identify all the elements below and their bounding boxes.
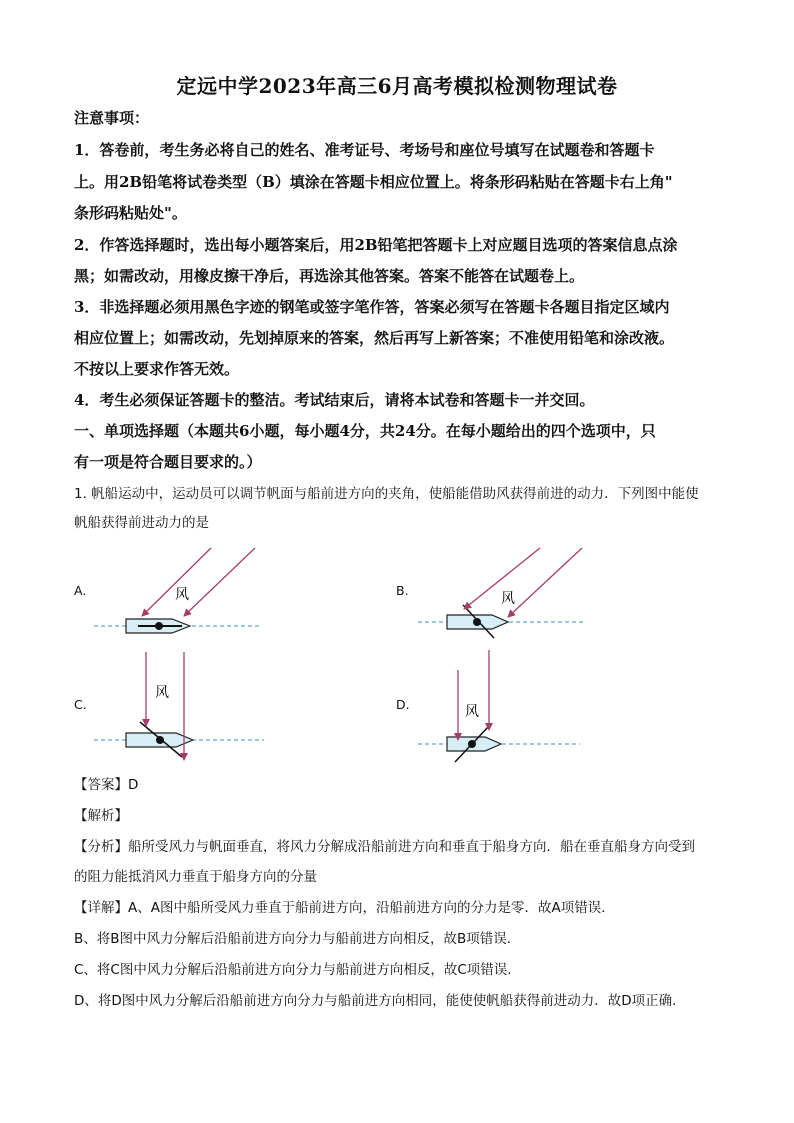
section-heading: 一、单项选择题（本题共6小题，每小题4分，共24分。在每小题给出的四个选项中，只: [74, 422, 656, 440]
notice-line: 相应位置上；如需改动，先划掉原来的答案，然后再写上新答案；不准使用铅笔和涂改液。: [74, 329, 675, 347]
notice-line: 不按以上要求作答无效。: [74, 360, 240, 378]
wind-label: 风: [175, 587, 189, 603]
figure-a: [94, 548, 260, 633]
detail-text: D、将D图中风力分解后沿船前进方向分力与船前进方向相同，能使使帆船获得前进动力．故D项正确．: [74, 993, 686, 1009]
notice-line: 条形码粘贴处"。: [74, 204, 187, 222]
notice-line: 4．考生必须保证答题卡的整洁。考试结束后，请将本试卷和答题卡一并交回。: [74, 391, 595, 409]
section-heading: 有一项是符合题目要求的。）: [74, 453, 262, 471]
detail-text: 【详解】A、A图中船所受风力垂直于船前进方向，沿船前进方向的分力是零．故A项错误．: [74, 900, 615, 916]
answer-line: 【答案】D: [74, 777, 139, 793]
mast: [468, 740, 476, 748]
detail-text: B、将B图中风力分解后沿船前进方向分力与船前进方向相反，故B项错误．: [74, 931, 521, 947]
question-text: 帆船获得前进动力的是: [74, 515, 209, 531]
wind-arrow: [508, 548, 582, 617]
notice-line: 上。用2B铅笔将试卷类型（B）填涂在答题卡相应位置上。将条形码粘贴在答题卡右上角": [74, 173, 673, 191]
figure-b: [418, 548, 584, 638]
question-text: 1. 帆船运动中，运动员可以调节帆面与船前进方向的夹角，使船能借助风获得前进的动力．下列图中能使: [74, 486, 699, 502]
detail-text: C、将C图中风力分解后沿船前进方向分力与船前进方向相反，故C项错误．: [74, 962, 521, 978]
page-title: 定远中学2023年高三6月高考模拟检测物理试卷: [176, 74, 618, 98]
notice-line: 3．非选择题必须用黑色字迹的钢笔或签字笔作答，答案必须写在答题卡各题目指定区域内: [74, 298, 670, 316]
wind-label: 风: [155, 685, 169, 701]
notice-heading: 注意事项：: [74, 109, 150, 127]
analysis-text: 【分析】船所受风力与帆面垂直，将风力分解成沿船前进方向和垂直于船身方向．船在垂直船身方向受到: [74, 839, 695, 855]
wind-label: 风: [465, 704, 479, 720]
notice-line: 1．答卷前，考生务必将自己的姓名、准考证号、考场号和座位号填写在试题卷和答题卡: [74, 141, 655, 159]
analysis-text: 的阻力能抵消风力垂直于船身方向的分量: [74, 869, 317, 885]
wind-arrow: [184, 548, 255, 616]
mast: [155, 622, 163, 630]
wind-label: 风: [501, 591, 515, 607]
figure-d: [418, 650, 580, 762]
option-label-a: A.: [74, 583, 87, 598]
figure-c: [94, 652, 264, 760]
option-label-d: D.: [396, 697, 410, 712]
notice-line: 2．作答选择题时，选出每小题答案后，用2B铅笔把答题卡上对应题目选项的答案信息点涂: [74, 236, 678, 254]
option-label-b: B.: [396, 583, 409, 598]
mast: [156, 736, 164, 744]
analysis-heading: 【解析】: [74, 808, 128, 824]
notice-line: 黑；如需改动，用橡皮擦干净后，再选涂其他答案。答案不能答在试题卷上。: [74, 267, 585, 285]
mast: [473, 618, 481, 626]
option-label-c: C.: [74, 697, 87, 712]
wind-arrow: [142, 548, 211, 616]
